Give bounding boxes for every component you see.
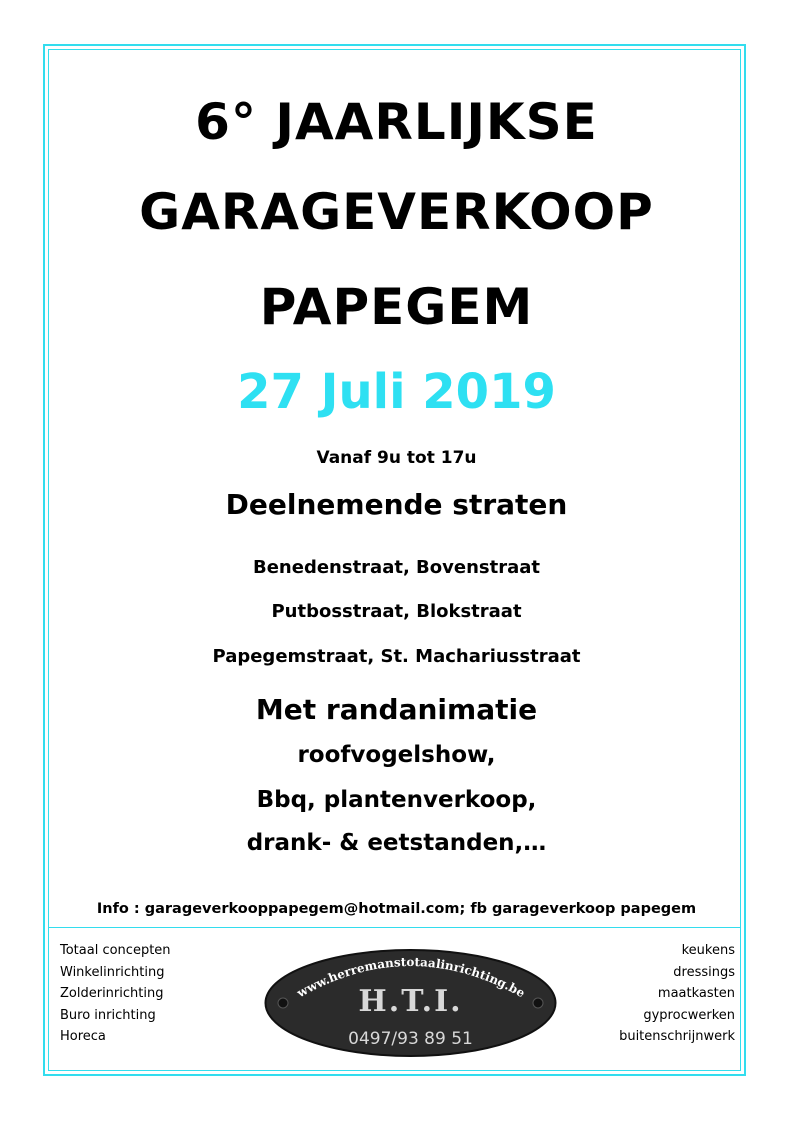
- sponsor-services-left: [60, 940, 171, 1048]
- service-item: Horeca: [60, 1029, 106, 1044]
- street-line: Putbosstraat, Blokstraat: [271, 601, 522, 622]
- service-item: Winkelinrichting: [60, 964, 165, 980]
- streets-heading: Deelnemende straten: [225, 488, 568, 521]
- title-line-2: GARAGEVERKOOP: [139, 183, 654, 241]
- service-item: Buro inrichting: [60, 1007, 156, 1023]
- event-hours: Vanaf 9u tot 17u: [316, 448, 477, 468]
- service-item: Totaal concepten: [60, 943, 171, 958]
- animation-heading: Met randanimatie: [255, 693, 538, 726]
- service-item: dressings: [673, 964, 735, 980]
- service-item: maatkasten: [657, 986, 735, 1001]
- logo-phone: 0497/93 89 51: [348, 1029, 473, 1049]
- animation-line: roofvogelshow,: [297, 742, 496, 768]
- logo-url: www.herremanstotaalinrichting.be: [294, 954, 528, 1001]
- animation-line: drank- & eetstanden,…: [246, 830, 547, 856]
- sponsor-logo: [263, 948, 558, 1058]
- logo-name: H.T.I.: [358, 984, 463, 1019]
- title-line-1: 6° JAARLIJKSE: [195, 93, 598, 151]
- title-line-3: PAPEGEM: [259, 278, 534, 336]
- service-item: keukens: [681, 943, 735, 958]
- footer-divider: [48, 927, 741, 928]
- street-line: Papegemstraat, St. Machariusstraat: [212, 646, 581, 667]
- info-line: Info : garageverkooppapegem@hotmail.com; fb garageverkoop papegem: [96, 901, 697, 917]
- service-item: Zolderinrichting: [60, 986, 164, 1001]
- street-line: Benedenstraat, Bovenstraat: [253, 557, 540, 578]
- event-date: 27 Juli 2019: [237, 364, 556, 420]
- service-item: buitenschrijnwerk: [619, 1029, 735, 1044]
- sponsor-services-right: [619, 940, 735, 1048]
- screw-icon: [278, 998, 288, 1008]
- service-item: gyprocwerken: [643, 1007, 735, 1023]
- animation-line: Bbq, plantenverkoop,: [256, 787, 537, 813]
- screw-icon: [533, 998, 543, 1008]
